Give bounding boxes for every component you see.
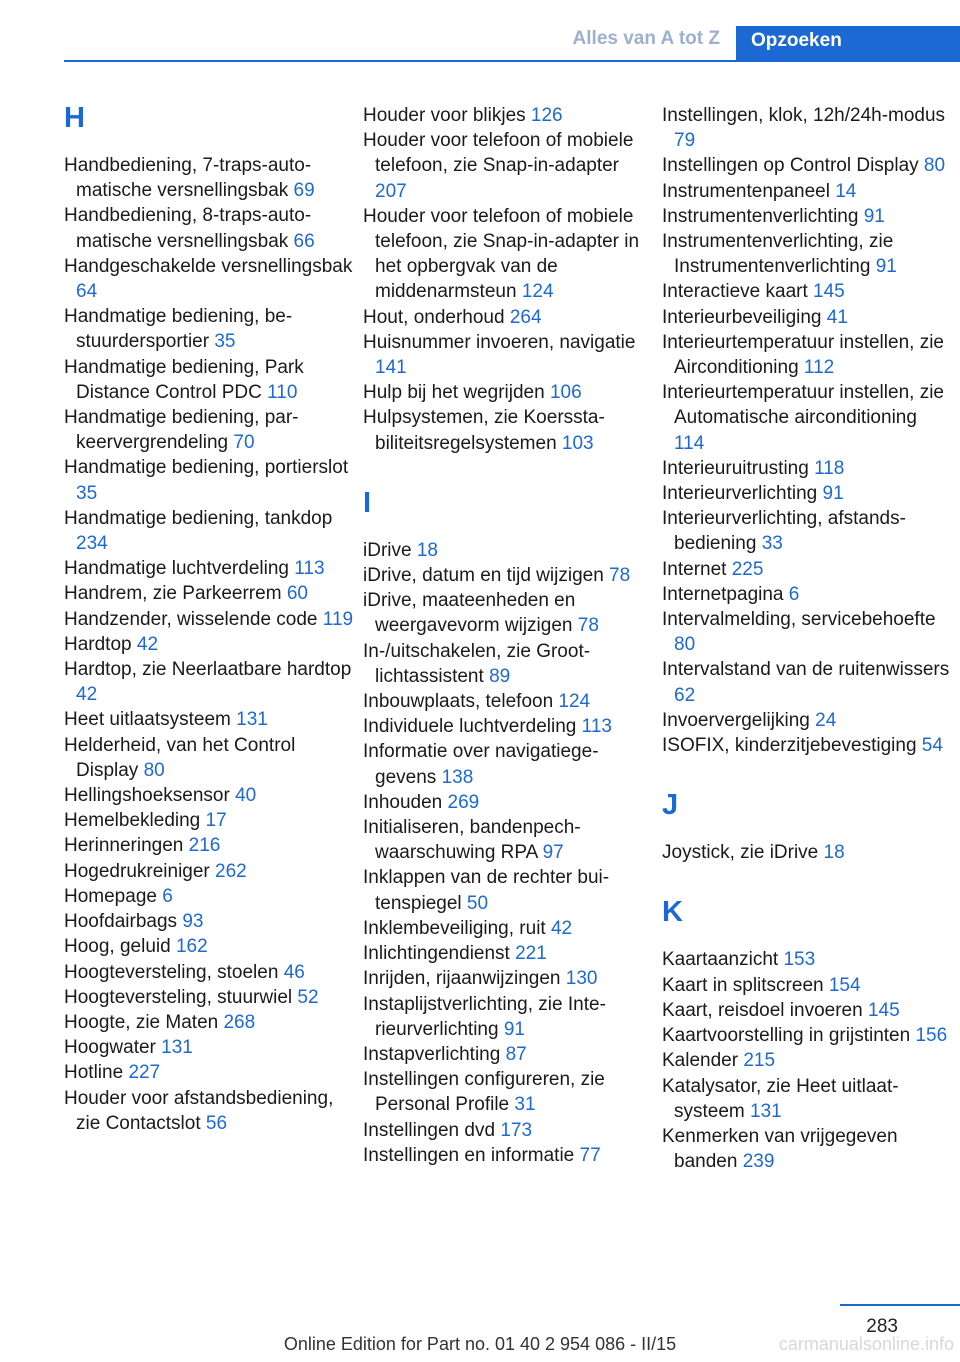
entry-term: Hout, onderhoud xyxy=(363,306,505,328)
entry-term: Instellingen op Control Display xyxy=(662,155,919,177)
footer-rule xyxy=(840,1304,960,1306)
index-column-2 xyxy=(363,103,653,1168)
index-column-1 xyxy=(64,103,354,1136)
index-entry xyxy=(64,581,354,606)
entry-term: Hulpsystemen, zie Koersstabiliteitsregelsystemen xyxy=(363,407,605,454)
entry-term: Handmatige bediening, bestuurdersportier xyxy=(64,306,293,353)
page-link[interactable]: 87 xyxy=(505,1043,527,1065)
page-link[interactable]: 17 xyxy=(205,810,227,832)
page-link[interactable]: 239 xyxy=(742,1151,775,1173)
page-link[interactable]: 80 xyxy=(923,155,946,177)
page-link[interactable]: 80 xyxy=(143,759,165,781)
index-entry xyxy=(64,405,354,455)
entry-term: Handmatige bediening, Park Distance Control PDC xyxy=(64,356,304,403)
index-entry xyxy=(363,639,653,689)
entry-term: Hoogteversteling, stuurwiel xyxy=(64,986,293,1008)
page-link[interactable]: 113 xyxy=(581,716,612,738)
index-entry xyxy=(662,708,952,733)
page-link[interactable]: 6 xyxy=(162,885,173,907)
entry-term: Hotline xyxy=(64,1062,124,1084)
page-link[interactable]: 80 xyxy=(674,634,696,656)
entry-term: Kaartvoorstelling in grijstinten xyxy=(662,1025,911,1047)
page-link[interactable]: 173 xyxy=(500,1119,533,1141)
entry-term: Hoogteversteling, stoelen xyxy=(64,961,279,983)
index-entry xyxy=(662,1048,952,1073)
index-entry xyxy=(64,707,354,732)
entry-term: Interieurtemperatuur instellen, zie Automatische airconditioning xyxy=(662,382,944,429)
edition-note: Online Edition for Part no. 01 40 2 954 086 - II/15 xyxy=(283,1334,677,1354)
index-entry xyxy=(64,506,354,556)
entry-term: Houder voor telefoon of mobiele telefoon, zie Snap-in-adapter xyxy=(363,130,634,177)
entry-term: Instrumentenverlichting, zie Instrumentenverlichting xyxy=(662,231,894,278)
index-entry xyxy=(363,1118,653,1143)
page-link[interactable]: 24 xyxy=(815,709,837,731)
index-entry xyxy=(363,714,653,739)
watermark: carmanualsonline.info xyxy=(778,1334,954,1354)
index-entry xyxy=(64,1060,354,1085)
page-link[interactable]: 31 xyxy=(514,1094,536,1116)
page-link[interactable]: 262 xyxy=(215,860,247,882)
page-link[interactable]: 215 xyxy=(743,1050,776,1072)
index-entry xyxy=(64,884,354,909)
page-link[interactable]: 112 xyxy=(803,357,835,379)
index-columns xyxy=(64,103,960,1263)
index-entry xyxy=(662,153,952,178)
index-entry xyxy=(64,934,354,959)
entry-term: Instrumentenpaneel xyxy=(662,180,830,202)
entry-term: Inbouwplaats, telefoon xyxy=(363,691,554,713)
page-link[interactable]: 119 xyxy=(322,608,354,630)
page-link[interactable]: 216 xyxy=(188,835,221,857)
index-entry xyxy=(363,815,653,865)
index-entry xyxy=(363,966,653,991)
page-link[interactable]: 126 xyxy=(530,105,563,126)
index-entry xyxy=(363,563,653,588)
index-entry xyxy=(662,103,952,153)
index-entry xyxy=(662,279,952,304)
page-link[interactable]: 50 xyxy=(466,892,489,914)
entry-term: Inlichtingendienst xyxy=(363,943,510,965)
page-link[interactable]: 70 xyxy=(233,432,255,454)
index-entry xyxy=(662,179,952,204)
page-link[interactable]: 14 xyxy=(835,180,857,202)
entry-term: Kalender xyxy=(662,1050,739,1072)
index-entry xyxy=(64,153,354,203)
index-entry xyxy=(363,538,653,563)
entry-term: Hardtop, zie Neerlaatbare hardtop xyxy=(64,659,352,681)
entry-term: Interactieve kaart xyxy=(662,281,808,303)
entry-term: Handbediening, 8-traps-automatische versnellingsbak xyxy=(64,205,312,252)
index-entry xyxy=(662,1023,952,1048)
entry-term: Kaartaanzicht xyxy=(662,949,779,971)
page-link[interactable]: 106 xyxy=(549,382,582,404)
page-link[interactable]: 145 xyxy=(813,281,845,303)
page-link[interactable]: 52 xyxy=(297,986,319,1008)
index-entry xyxy=(64,960,354,985)
entry-term: Instellingen dvd xyxy=(363,1119,496,1141)
index-entry xyxy=(64,1010,354,1035)
index-entry xyxy=(363,588,653,638)
index-entry xyxy=(662,557,952,582)
index-entry xyxy=(64,304,354,354)
index-entry xyxy=(64,1086,354,1136)
entry-term: Herinneringen xyxy=(64,835,184,857)
page-header xyxy=(0,0,960,62)
index-entry xyxy=(662,582,952,607)
entry-term: Instapverlichting xyxy=(363,1043,501,1065)
index-entry xyxy=(363,941,653,966)
entry-term: Inklembeveiliging, ruit xyxy=(363,917,546,939)
index-entry xyxy=(662,506,952,556)
index-entry xyxy=(363,992,653,1042)
entry-term: Kaart, reisdoel invoeren xyxy=(662,999,863,1021)
page-link[interactable]: 93 xyxy=(182,911,204,933)
entry-term: Interieurverlichting, afstandsbediening xyxy=(662,508,906,555)
entry-term: Interieuruitrusting xyxy=(662,457,809,479)
index-entry xyxy=(64,657,354,707)
page-link[interactable]: 42 xyxy=(136,633,159,655)
page-link[interactable]: 153 xyxy=(783,949,816,971)
page-link[interactable]: 91 xyxy=(875,256,897,278)
page-link[interactable]: 114 xyxy=(674,432,705,454)
page-link[interactable]: 156 xyxy=(915,1025,948,1047)
index-entry xyxy=(363,380,653,405)
page-link[interactable]: 141 xyxy=(375,357,407,379)
entry-term: Handmatige luchtverdeling xyxy=(64,558,289,580)
index-entry xyxy=(363,739,653,789)
page-link[interactable]: 42 xyxy=(76,684,98,706)
index-entry xyxy=(363,1042,653,1067)
entry-term: Handbediening, 7-traps-automatische versnellingsbak xyxy=(64,155,312,202)
page-link[interactable]: 6 xyxy=(788,583,800,605)
entry-term: Instrumentenverlichting xyxy=(662,205,859,227)
index-entry xyxy=(662,330,952,380)
index-entry xyxy=(64,556,354,581)
entry-term: Homepage xyxy=(64,885,157,907)
page-link[interactable]: 103 xyxy=(561,432,594,454)
entry-term: Handmatige bediening, portierslot xyxy=(64,457,349,479)
index-entry xyxy=(363,305,653,330)
index-entry xyxy=(64,859,354,884)
page-link[interactable]: 207 xyxy=(375,180,407,202)
entry-term: iDrive, datum en tijd wijzigen xyxy=(363,565,604,587)
index-entry xyxy=(363,204,653,305)
page-number: 283 xyxy=(866,1316,898,1337)
page-link[interactable]: 54 xyxy=(921,735,943,757)
entry-term: Internet xyxy=(662,558,727,580)
page-link[interactable]: 42 xyxy=(550,917,573,939)
page-link[interactable]: 46 xyxy=(283,961,305,983)
page-link[interactable]: 91 xyxy=(503,1018,525,1040)
section-title: Alles van A tot Z xyxy=(572,28,720,49)
entry-term: Interieurbeveiliging xyxy=(662,306,822,328)
page-link[interactable]: 35 xyxy=(214,331,236,353)
entry-term: Individuele luchtverdeling xyxy=(363,716,577,738)
entry-term: Instellingen configureren, zie Personal Profile xyxy=(363,1069,605,1116)
index-entry xyxy=(64,733,354,783)
index-entry xyxy=(64,985,354,1010)
index-entry xyxy=(363,689,653,714)
page-link[interactable]: 154 xyxy=(828,974,861,996)
index-entry xyxy=(662,1124,952,1174)
entry-term: Hulp bij het wegrijden xyxy=(363,382,545,404)
section-letter: H xyxy=(64,102,85,134)
page-link[interactable]: 269 xyxy=(447,791,480,813)
page-link[interactable]: 91 xyxy=(822,483,844,505)
entry-term: Heet uitlaatsysteem xyxy=(64,709,231,731)
entry-term: Hardtop xyxy=(64,633,132,655)
page-link[interactable]: 64 xyxy=(76,281,98,303)
index-entry xyxy=(662,481,952,506)
index-entry xyxy=(363,916,653,941)
page-link[interactable]: 118 xyxy=(814,457,845,479)
page-link[interactable]: 41 xyxy=(826,306,848,328)
index-entry xyxy=(64,203,354,253)
entry-term: Hellingshoeksensor xyxy=(64,785,230,807)
entry-term: Hoog, geluid xyxy=(64,936,171,958)
entry-term: Instellingen en informatie xyxy=(363,1144,575,1166)
page-link[interactable]: 79 xyxy=(674,130,696,152)
entry-term: Hoogte, zie Maten xyxy=(64,1011,219,1033)
page-link[interactable]: 131 xyxy=(236,709,268,731)
index-entry xyxy=(64,254,354,304)
page-link[interactable]: 89 xyxy=(489,665,511,687)
index-entry xyxy=(662,305,952,330)
page-link[interactable]: 60 xyxy=(286,583,308,605)
index-entry xyxy=(64,632,354,657)
index-entry xyxy=(662,998,952,1023)
entry-term: Handmatige bediening, parkeervergrendeling xyxy=(64,407,299,454)
entry-term: iDrive xyxy=(363,539,412,561)
index-entry xyxy=(64,355,354,405)
entry-term: Handmatige bediening, tankdop xyxy=(64,507,333,529)
page-link[interactable]: 33 xyxy=(761,533,783,555)
entry-term: Informatie over navigatiegegevens xyxy=(363,741,599,788)
entry-term: Instaplijstverlichting, zie Interieurverlichting xyxy=(363,993,606,1040)
index-entry xyxy=(363,103,653,128)
entry-term: Inhouden xyxy=(363,791,443,813)
index-entry xyxy=(363,405,653,455)
page-link[interactable]: 35 xyxy=(76,482,98,504)
entry-term: Invoervergelijking xyxy=(662,709,810,731)
page-link[interactable]: 56 xyxy=(205,1112,228,1134)
index-entry xyxy=(662,380,952,456)
index-entry xyxy=(363,865,653,915)
entry-term: Kaart in splitscreen xyxy=(662,974,824,996)
entry-term: Hoogwater xyxy=(64,1037,156,1059)
page-link[interactable]: 130 xyxy=(565,968,598,990)
index-entry xyxy=(662,657,952,707)
entry-term: Houder voor afstandsbediening, zie Contactslot xyxy=(64,1087,334,1134)
entry-term: Instellingen, klok, 12h/24h-modus xyxy=(662,105,946,126)
section-letter: K xyxy=(662,896,683,929)
index-entry xyxy=(64,1035,354,1060)
index-entry xyxy=(363,330,653,380)
page-link[interactable]: 77 xyxy=(579,1144,601,1166)
entry-term: Huisnummer invoeren, navigatie xyxy=(363,331,636,353)
index-entry xyxy=(662,204,952,229)
page-link[interactable]: 69 xyxy=(293,180,315,202)
index-entry xyxy=(662,1074,952,1124)
entry-term: Handzender, wisselende code xyxy=(64,608,318,630)
entry-term: Inrijden, rijaanwijzingen xyxy=(363,968,561,990)
page-link[interactable]: 124 xyxy=(558,691,591,713)
chapter-tab[interactable]: Opzoeken xyxy=(736,26,960,62)
index-entry xyxy=(662,733,952,758)
index-entry xyxy=(64,783,354,808)
page-link[interactable]: 124 xyxy=(521,281,554,303)
index-entry xyxy=(662,456,952,481)
entry-term: Initialiseren, bandenpechwaarschuwing RPA xyxy=(363,817,581,864)
index-entry xyxy=(64,833,354,858)
entry-term: iDrive, maateenheden en weergavevorm wijzigen xyxy=(363,590,576,637)
page-link[interactable]: 78 xyxy=(609,565,631,587)
page-link[interactable]: 18 xyxy=(416,539,438,561)
entry-term: Internetpagina xyxy=(662,583,784,605)
page-link[interactable]: 227 xyxy=(128,1062,161,1084)
entry-term: Houder voor telefoon of mobiele telefoon, zie Snap-in-adapter in het opbergvak van de middenarmsteun xyxy=(363,205,640,303)
page-link[interactable]: 40 xyxy=(235,785,257,807)
entry-term: Hemelbekleding xyxy=(64,810,201,832)
entry-term: Katalysator, zie Heet uitlaatsysteem xyxy=(662,1075,899,1122)
page-link[interactable]: 264 xyxy=(509,306,542,328)
page-link[interactable]: 131 xyxy=(161,1037,193,1059)
entry-term: Intervalstand van de ruitenwissers xyxy=(662,659,950,681)
entry-term: Houder voor blikjes xyxy=(363,105,526,126)
page-link[interactable]: 221 xyxy=(515,943,547,965)
page-link[interactable]: 162 xyxy=(175,936,208,958)
entry-term: Helderheid, van het Control Display xyxy=(64,734,296,781)
entry-term: Interieurverlichting xyxy=(662,483,818,505)
page-link[interactable]: 145 xyxy=(867,999,900,1021)
entry-term: ISOFIX, kinderzitjebevestiging xyxy=(662,735,917,757)
page-link[interactable]: 97 xyxy=(542,842,564,864)
index-entry xyxy=(64,455,354,505)
index-column-3 xyxy=(662,103,952,1174)
index-entry xyxy=(662,973,952,998)
page-link[interactable]: 91 xyxy=(863,205,885,227)
entry-term: Kenmerken van vrijgegeven banden xyxy=(662,1125,898,1173)
page-link[interactable]: 113 xyxy=(294,558,325,580)
index-entry xyxy=(64,607,354,632)
index-entry xyxy=(363,1143,653,1168)
page-link[interactable]: 110 xyxy=(267,381,298,403)
entry-term: Interieurtemperatuur instellen, zie Airconditioning xyxy=(662,331,944,379)
entry-term: Intervalmelding, servicebehoefte xyxy=(662,609,936,631)
page-link[interactable]: 66 xyxy=(293,230,315,252)
index-entry xyxy=(363,1067,653,1117)
header-rule xyxy=(64,60,960,62)
entry-term: Inklappen van de rechter buitenspiegel xyxy=(363,867,610,914)
entry-term: In-/uitschakelen, zie Grootlichtassistent xyxy=(363,640,591,687)
section-letter: I xyxy=(363,486,372,519)
page-link[interactable]: 131 xyxy=(750,1100,782,1122)
index-entry xyxy=(662,607,952,657)
entry-term: Handrem, zie Parkeerrem xyxy=(64,583,282,605)
index-entry xyxy=(64,808,354,833)
entry-term: Joystick, zie iDrive xyxy=(662,842,819,864)
page-link[interactable]: 18 xyxy=(823,842,845,864)
page-link[interactable]: 62 xyxy=(674,684,696,706)
page-link[interactable]: 268 xyxy=(223,1011,256,1033)
entry-term: Hogedrukreiniger xyxy=(64,860,210,882)
index-entry xyxy=(662,947,952,972)
section-letter: J xyxy=(662,789,679,822)
entry-term: Handgeschakelde versnellingsbak xyxy=(64,255,353,277)
page-link[interactable]: 234 xyxy=(76,533,108,555)
index-entry xyxy=(662,840,952,865)
index-entry xyxy=(363,128,653,204)
index-entry xyxy=(363,790,653,815)
page-link[interactable]: 138 xyxy=(441,766,474,788)
index-entry xyxy=(662,229,952,279)
index-entry xyxy=(64,909,354,934)
entry-term: Hoofdairbags xyxy=(64,911,178,933)
page-link[interactable]: 78 xyxy=(577,615,599,637)
page-link[interactable]: 225 xyxy=(731,558,764,580)
